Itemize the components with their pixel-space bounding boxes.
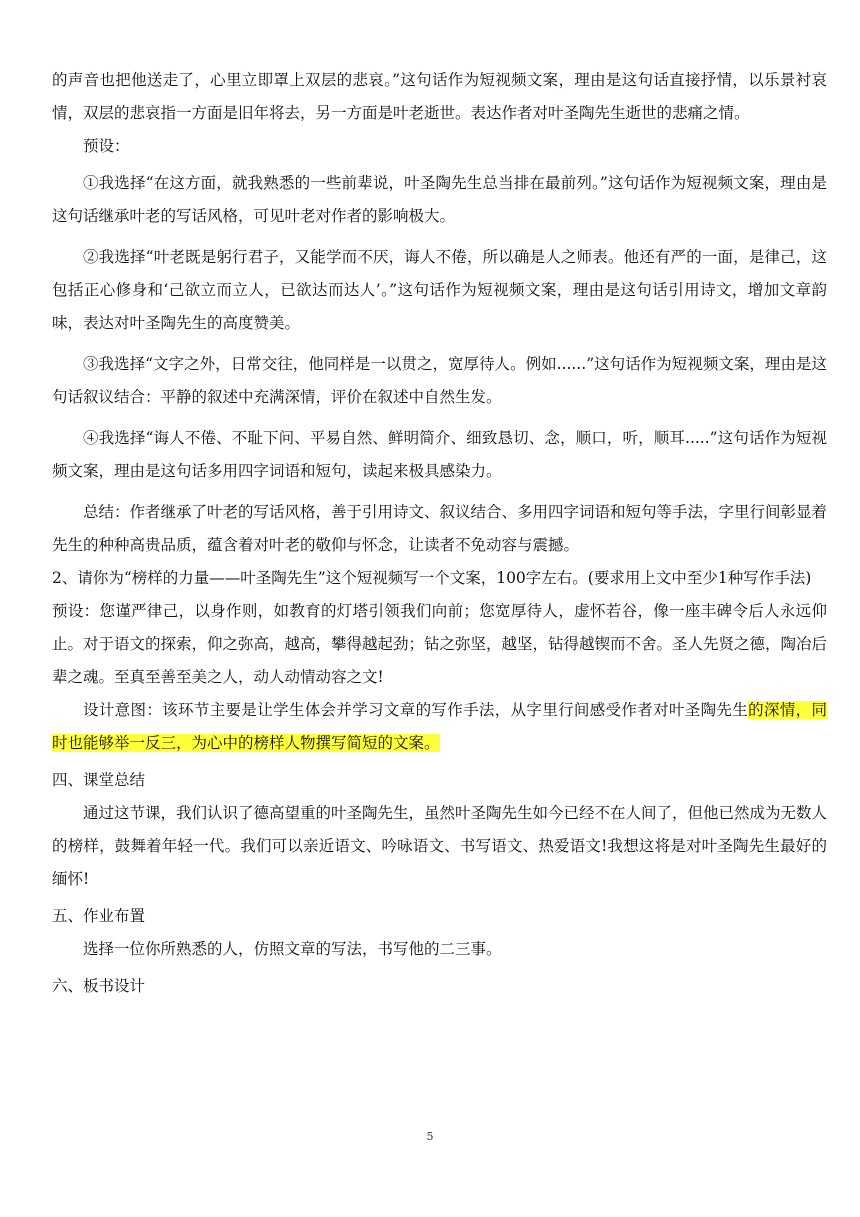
preset-2-paragraph: 预设：您谨严律己，以身作则，如教育的灯塔引领我们向前；您宽厚待人，虚怀若谷，像一座丰碑令后人永远仰止。对于语文的探索，仰之弥高，越高，攀得越起劲；钻之弥坚，越坚，钻得越锲而不舍。圣人先贤之德，陶冶后辈之魂。至真至善至美之人，动人动情动容之文! [52,602,828,686]
choice-item-4: ④我选择“诲人不倦、不耻下问、平易自然、鲜明简介、细致恳切、念，顺口，听，顺耳.....”这句话作为短视频文案，理由是这句话多用四字词语和短句，读起来极具感染力。 [52,429,827,480]
choice-item-3: ③我选择“文字之外，日常交往，他同样是一以贯之，宽厚待人。例如......”这句话作为短视频文案，理由是这句话叙议结合：平静的叙述中充满深情，评价在叙述中自然生发。 [52,355,827,406]
preset-label: 预设： [83,137,130,155]
section-heading-homework: 五、作业布置 [52,907,146,925]
design-intent-paragraph [52,694,827,760]
design-intent-highlight: 的深情，同时也能够举一反三，为心中的榜样人物撰写简短的文案。 [52,701,827,752]
page-number: 5 [426,1130,434,1143]
task-2: 2、请你为“榜样的力量——叶圣陶先生”这个短视频写一个文案，100字左右。(要求用上文中至少1种写作手法) [52,569,812,587]
section-homework-body: 选择一位你所熟悉的人，仿照文章的写法，书写他的二三事。 [83,940,502,958]
document-page [52,64,827,1003]
summary-paragraph: 总结：作者继承了叶老的写话风格，善于引用诗文、叙议结合、多用四字词语和短句等手法，字里行间彰显着先生的种种高贵品质，蕴含着对叶老的敬仰与怀念，让读者不免动容与震撼。 [52,503,828,554]
choice-item-1: ①我选择“在这方面，就我熟悉的一些前辈说，叶圣陶先生总当排在最前列。”这句话作为短视频文案，理由是这句话继承叶老的写话风格，可见叶老对作者的影响极大。 [52,174,827,225]
section-heading-summary: 四、课堂总结 [52,771,146,789]
intro-paragraph: 的声音也把他送走了，心里立即罩上双层的悲哀。”这句话作为短视频文案，理由是这句话直接抒情，以乐景衬哀情，双层的悲哀指一方面是旧年将去，另一方面是叶老逝世。表达作者对叶圣陶先生逝世的悲痛之情。 [52,71,827,122]
choice-item-2: ②我选择“叶老既是躬行君子，又能学而不厌，诲人不倦，所以确是人之师表。他还有严的一面，是律己，这包括正心修身和‘己欲立而立人，已欲达而达人’。”这句话作为短视频文案，理由是这句话引用诗文，增加文章韵味，表达对叶圣陶先生的高度赞美。 [52,248,827,332]
design-intent-text: 设计意图：该环节主要是让学生体会并学习文章的写作手法，从字里行间感受作者对叶圣陶先生 [83,701,749,719]
section-heading-board: 六、板书设计 [52,977,146,995]
section-summary-body: 通过这节课，我们认识了德高望重的叶圣陶先生，虽然叶圣陶先生如今已经不在人间了，但他已然成为无数人的榜样，鼓舞着年轻一代。我们可以亲近语文、吟咏语文、书写语文、热爱语文!我想这将是对叶圣陶先生最好的缅怀! [52,804,828,888]
